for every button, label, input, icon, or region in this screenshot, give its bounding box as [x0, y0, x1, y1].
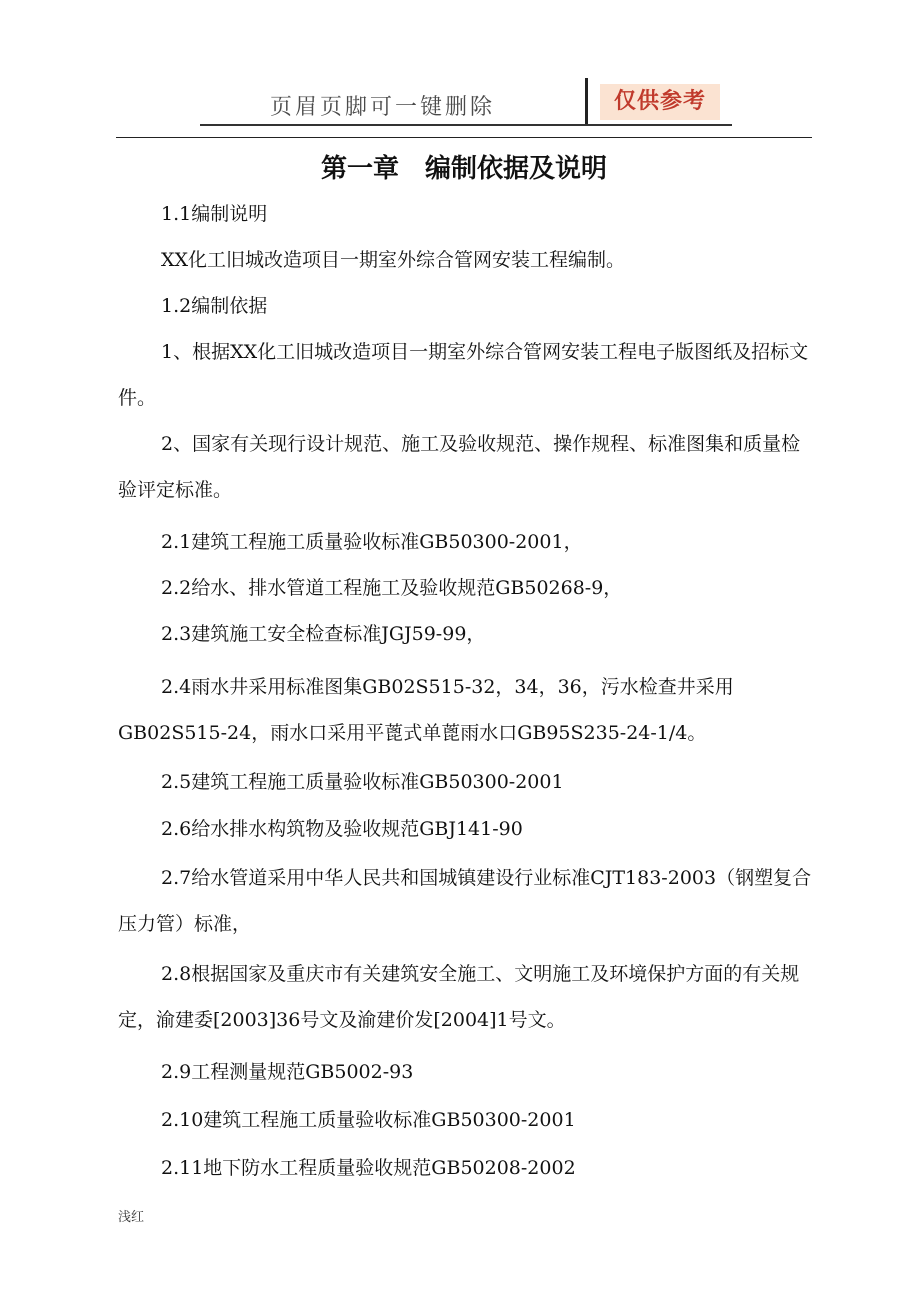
- basis-item-2-9: 2.9工程测量规范GB5002-93: [161, 1061, 414, 1083]
- basis-item-2-2: 2.2给水、排水管道工程施工及验收规范GB50268-9，: [161, 577, 623, 599]
- basis-item-2-7: 2.7给水管道采用中华人民共和国城镇建设行业标准CJT183-2003（钢塑复合压力管）标准，: [118, 867, 812, 935]
- basis-item-1: 1、根据XX化工旧城改造项目一期室外综合管网安装工程电子版图纸及招标文件。: [118, 341, 809, 409]
- basis-item-2-4: 2.4雨水井采用标准图集GB02S515-32，34，36，污水检查井采用GB02S515-24，雨水口采用平蓖式单蓖雨水口GB95S235-24-1/4。: [118, 676, 734, 744]
- header-banner: [200, 78, 732, 128]
- header-divider: [585, 78, 588, 126]
- basis-item-2-6: 2.6给水排水构筑物及验收规范GBJ141-90: [161, 818, 523, 840]
- basis-item-2-1: 2.1建筑工程施工质量验收标准GB50300-2001，: [161, 531, 583, 553]
- basis-item-2-3: 2.3建筑施工安全检查标准JGJ59-99，: [161, 623, 486, 645]
- header-underline: [200, 124, 732, 126]
- section-heading-1-2: 1.2编制依据: [161, 295, 268, 317]
- section-heading-1-1: 1.1编制说明: [161, 203, 268, 225]
- basis-item-2-11: 2.11地下防水工程质量验收规范GB50208-2002: [161, 1157, 576, 1179]
- basis-item-2-5: 2.5建筑工程施工质量验收标准GB50300-2001: [161, 771, 564, 793]
- basis-item-2: 2、国家有关现行设计规范、施工及验收规范、操作规程、标准图集和质量检验评定标准。: [118, 433, 801, 501]
- header-left-text: 页眉页脚可一键删除: [270, 95, 496, 120]
- section-1-1-text: XX化工旧城改造项目一期室外综合管网安装工程编制。: [161, 249, 626, 271]
- page-footer: 浅红: [118, 1210, 145, 1225]
- header-right-badge: 仅供参考: [600, 84, 720, 120]
- chapter-title: 第一章 编制依据及说明: [320, 154, 607, 184]
- page-header-rule: [116, 137, 812, 138]
- basis-item-2-8: 2.8根据国家及重庆市有关建筑安全施工、文明施工及环境保护方面的有关规定，渝建委[2003]36号文及渝建价发[2004]1号文。: [118, 963, 800, 1031]
- basis-item-2-10: 2.10建筑工程施工质量验收标准GB50300-2001: [161, 1109, 576, 1131]
